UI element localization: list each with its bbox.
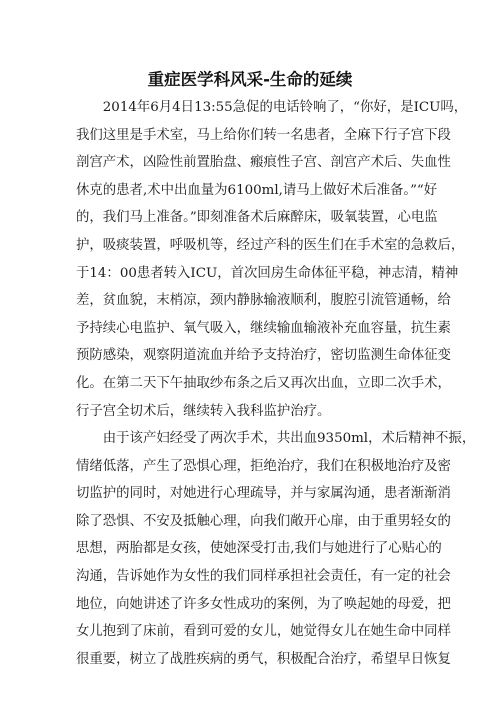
text-line: 休克的患者,术中出血量为6100ml,请马上做好术后准备。”“好 bbox=[76, 182, 438, 198]
text-line: 我们这里是手术室，马上给你们转一名患者，全麻下行子宫下段 bbox=[76, 127, 451, 143]
text-line: 思想，两胎都是女孩，使她深受打击,我们与她进行了心贴心的 bbox=[76, 541, 442, 557]
text-line: 2014年6月4日13:55急促的电话铃响了，“你好，是ICU吗， bbox=[76, 100, 468, 115]
paragraph-1 bbox=[76, 94, 468, 425]
document-title: 重症医学科风采-生命的延续 bbox=[147, 70, 353, 89]
paragraph-2 bbox=[76, 425, 476, 673]
text-line: 差，贫血貌，末梢凉，颈内静脉输液顺利，腹腔引流管通畅，给 bbox=[76, 293, 451, 309]
text-line: 很重要，树立了战胜疾病的勇气，积极配合治疗，希望早日恢复 bbox=[76, 651, 451, 667]
text-line: 切监护的同时，对她进行心理疏导，并与家属沟通，患者渐渐消 bbox=[76, 486, 451, 502]
text-line: 由于该产妇经受了两次手术，共出血9350ml，术后精神不振， bbox=[76, 431, 476, 446]
text-line: 除了恐惧、不安及抵触心理，向我们敞开心扉，由于重男轻女的 bbox=[76, 513, 451, 529]
text-line: 的，我们马上准备。”即刻准备术后麻醉床，吸氧装置，心电监 bbox=[76, 210, 438, 226]
text-line: 女儿抱到了床前，看到可爱的女儿，她觉得女儿在她生命中同样 bbox=[76, 624, 451, 640]
text-line: 护，吸痰装置，呼吸机等，经过产科的医生们在手术室的急救后， bbox=[76, 237, 465, 253]
text-line: 地位，向她讲述了许多女性成功的案例，为了唤起她的母爱，把 bbox=[76, 596, 451, 612]
text-line: 行子宫全切术后，继续转入我科监护治疗。 bbox=[76, 403, 331, 419]
text-line: 剖宫产术，凶险性前置胎盘、瘢痕性子宫、剖宫产术后、失血性 bbox=[76, 155, 451, 171]
text-line: 情绪低落，产生了恐惧心理，拒绝治疗，我们在积极地治疗及密 bbox=[76, 458, 451, 474]
text-line: 于14：00患者转入ICU，首次回房生命体征平稳，神志清，精神 bbox=[76, 265, 459, 281]
text-line: 预防感染，观察阴道流血并给予支持治疗，密切监测生命体征变 bbox=[76, 348, 451, 364]
text-line: 予持续心电监护、氧气吸入，继续输血输液补充血容量，抗生素 bbox=[76, 320, 451, 336]
text-line: 沟通，告诉她作为女性的我们同样承担社会责任，有一定的社会 bbox=[76, 568, 451, 584]
text-line: 化。在第二天下午抽取纱布条之后又再次出血，立即二次手术， bbox=[76, 375, 451, 391]
